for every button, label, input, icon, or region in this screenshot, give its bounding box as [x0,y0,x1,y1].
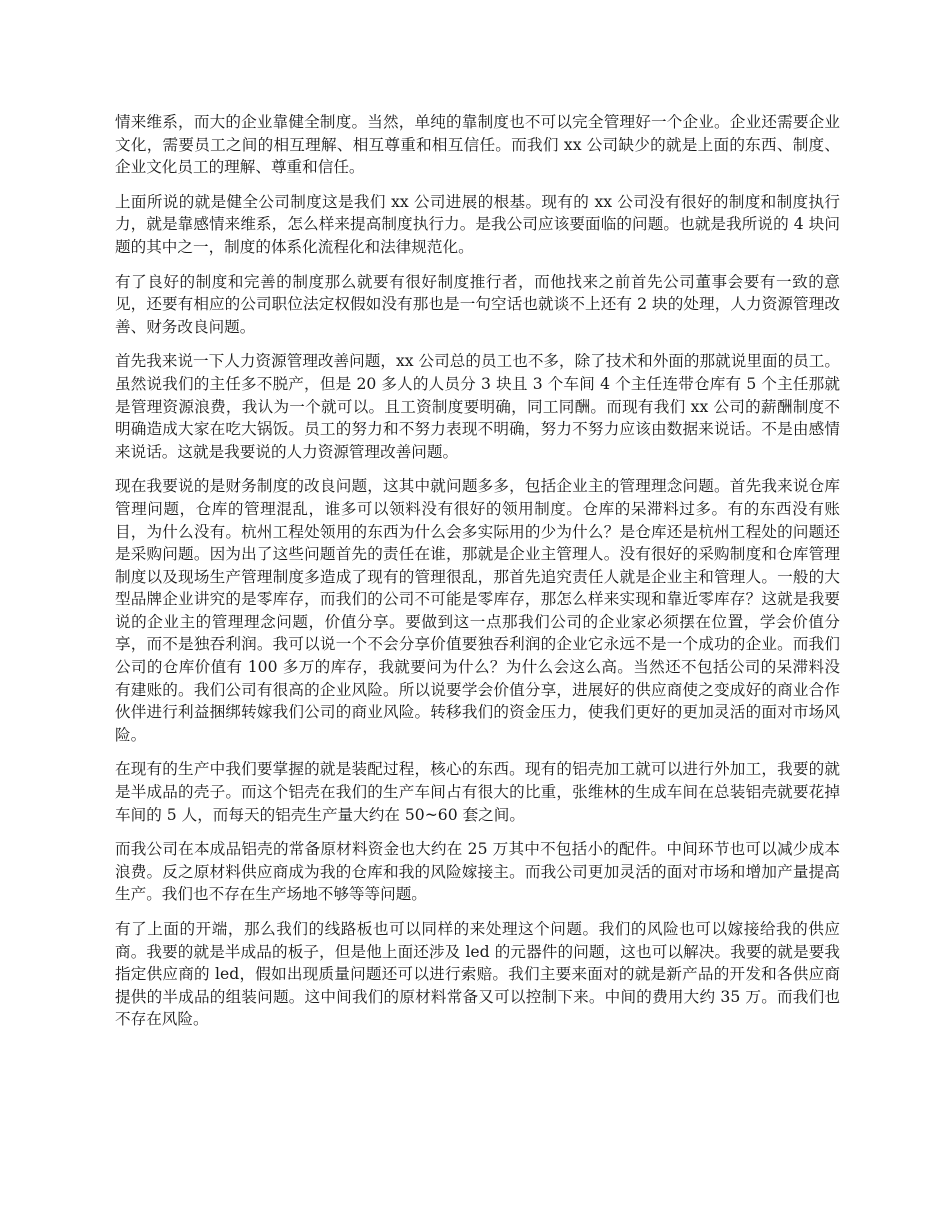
paragraph-6: 在现有的生产中我们要掌握的就是装配过程，核心的东西。现有的铝壳加工就可以进行外加工，我要的就是半成品的壳子。而这个铝壳在我们的生产车间占有很大的比重，张维林的生成车间在总装铝壳就要花掉车间的 5 人，而每天的铝壳生产量大约在 50~60 套之间。 [115,760,840,824]
paragraph-8: 有了上面的开端，那么我们的线路板也可以同样的来处理这个问题。我们的风险也可以嫁接给我的供应商。我要的就是半成品的板子，但是他上面还涉及 led 的元器件的问题，这也可以解决。我要的就是要我指定供应商的 led，假如出现质量问题还可以进行索赔。我们主要来面对的就是新产品的开发和各供应商提供的半成品的组装问题。这中间我们的原材料常备又可以控制下来。中间的费用大约 35 万。而我们也不存在风险。 [115,920,840,1029]
paragraph-1: 情来维系，而大的企业靠健全制度。当然，单纯的靠制度也不可以完全管理好一个企业。企业还需要企业文化，需要员工之间的相互理解、相互尊重和相互信任。而我们 xx 公司缺少的就是上面的东西、制度、企业文化员工的理解、尊重和信任。 [115,113,840,177]
document-body [115,111,840,1043]
paragraph-2: 上面所说的就是健全公司制度这是我们 xx 公司进展的根基。现有的 xx 公司没有很好的制度和制度执行力，就是靠感情来维系，怎么样来提高制度执行力。是我公司应该要面临的问题。也就是我所说的 4 块问题的其中之一，制度的体系化流程化和法律规范化。 [115,192,840,256]
paragraph-7: 而我公司在本成品铝壳的常备原材料资金也大约在 25 万其中不包括小的配件。中间环节也可以减少成本浪费。反之原材料供应商成为我的仓库和我的风险嫁接主。而我公司更加灵活的面对市场和增加产量提高生产。我们也不存在生产场地不够等等问题。 [115,840,840,904]
paragraph-5: 现在我要说的是财务制度的改良问题，这其中就问题多多，包括企业主的管理理念问题。首先我来说仓库管理问题，仓库的管理混乱，谁多可以领料没有很好的领用制度。仓库的呆滞料过多。有的东西没有账目，为什么没有。杭州工程处领用的东西为什么会多实际用的少为什么？是仓库还是杭州工程处的问题还是采购问题。因为出了这些问题首先的责任在谁，那就是企业主管理人。没有很好的采购制度和仓库管理制度以及现场生产管理制度多造成了现有的管理很乱，那首先追究责任人就是企业主和管理人。一般的大型品牌企业讲究的是零库存，而我们的公司不可能是零库存，那怎么样来实现和靠近零库存？这就是我要说的企业主的管理理念问题，价值分享。要做到这一点那我们公司的企业家必须摆在位置，学会价值分享，而不是独吞利润。我可以说一个不会分享价值要独吞利润的企业它永远不是一个成功的企业。而我们公司的仓库价值有 100 多万的库存，我就要问为什么？为什么会这么高。当然还不包括公司的呆滞料没有建账的。我们公司有很高的企业风险。所以说要学会价值分享，进展好的供应商使之变成好的商业合作伙伴进行利益捆绑转嫁我们公司的商业风险。转移我们的资金压力，使我们更好的更加灵活的面对市场风险。 [115,477,840,744]
paragraph-4: 首先我来说一下人力资源管理改善问题，xx 公司总的员工也不多，除了技术和外面的那就说里面的员工。虽然说我们的主任多不脱产，但是 20 多人的人员分 3 块且 3 个车间 4 个主任连带仓库有 5 个主任那就是管理资源浪费，我认为一个就可以。且工资制度要明确，同工同酬。而现有我们 xx 公司的薪酬制度不明确造成大家在吃大锅饭。员工的努力和不努力表现不明确，努力不努力应该由数据来说话。不是由感情来说话。这就是我要说的人力资源管理改善问题。 [115,352,840,461]
paragraph-3: 有了良好的制度和完善的制度那么就要有很好制度推行者，而他找来之前首先公司董事会要有一致的意见，还要有相应的公司职位法定权假如没有那也是一句空话也就谈不上还有 2 块的处理，人力资源管理改善、财务改良问题。 [115,272,840,336]
